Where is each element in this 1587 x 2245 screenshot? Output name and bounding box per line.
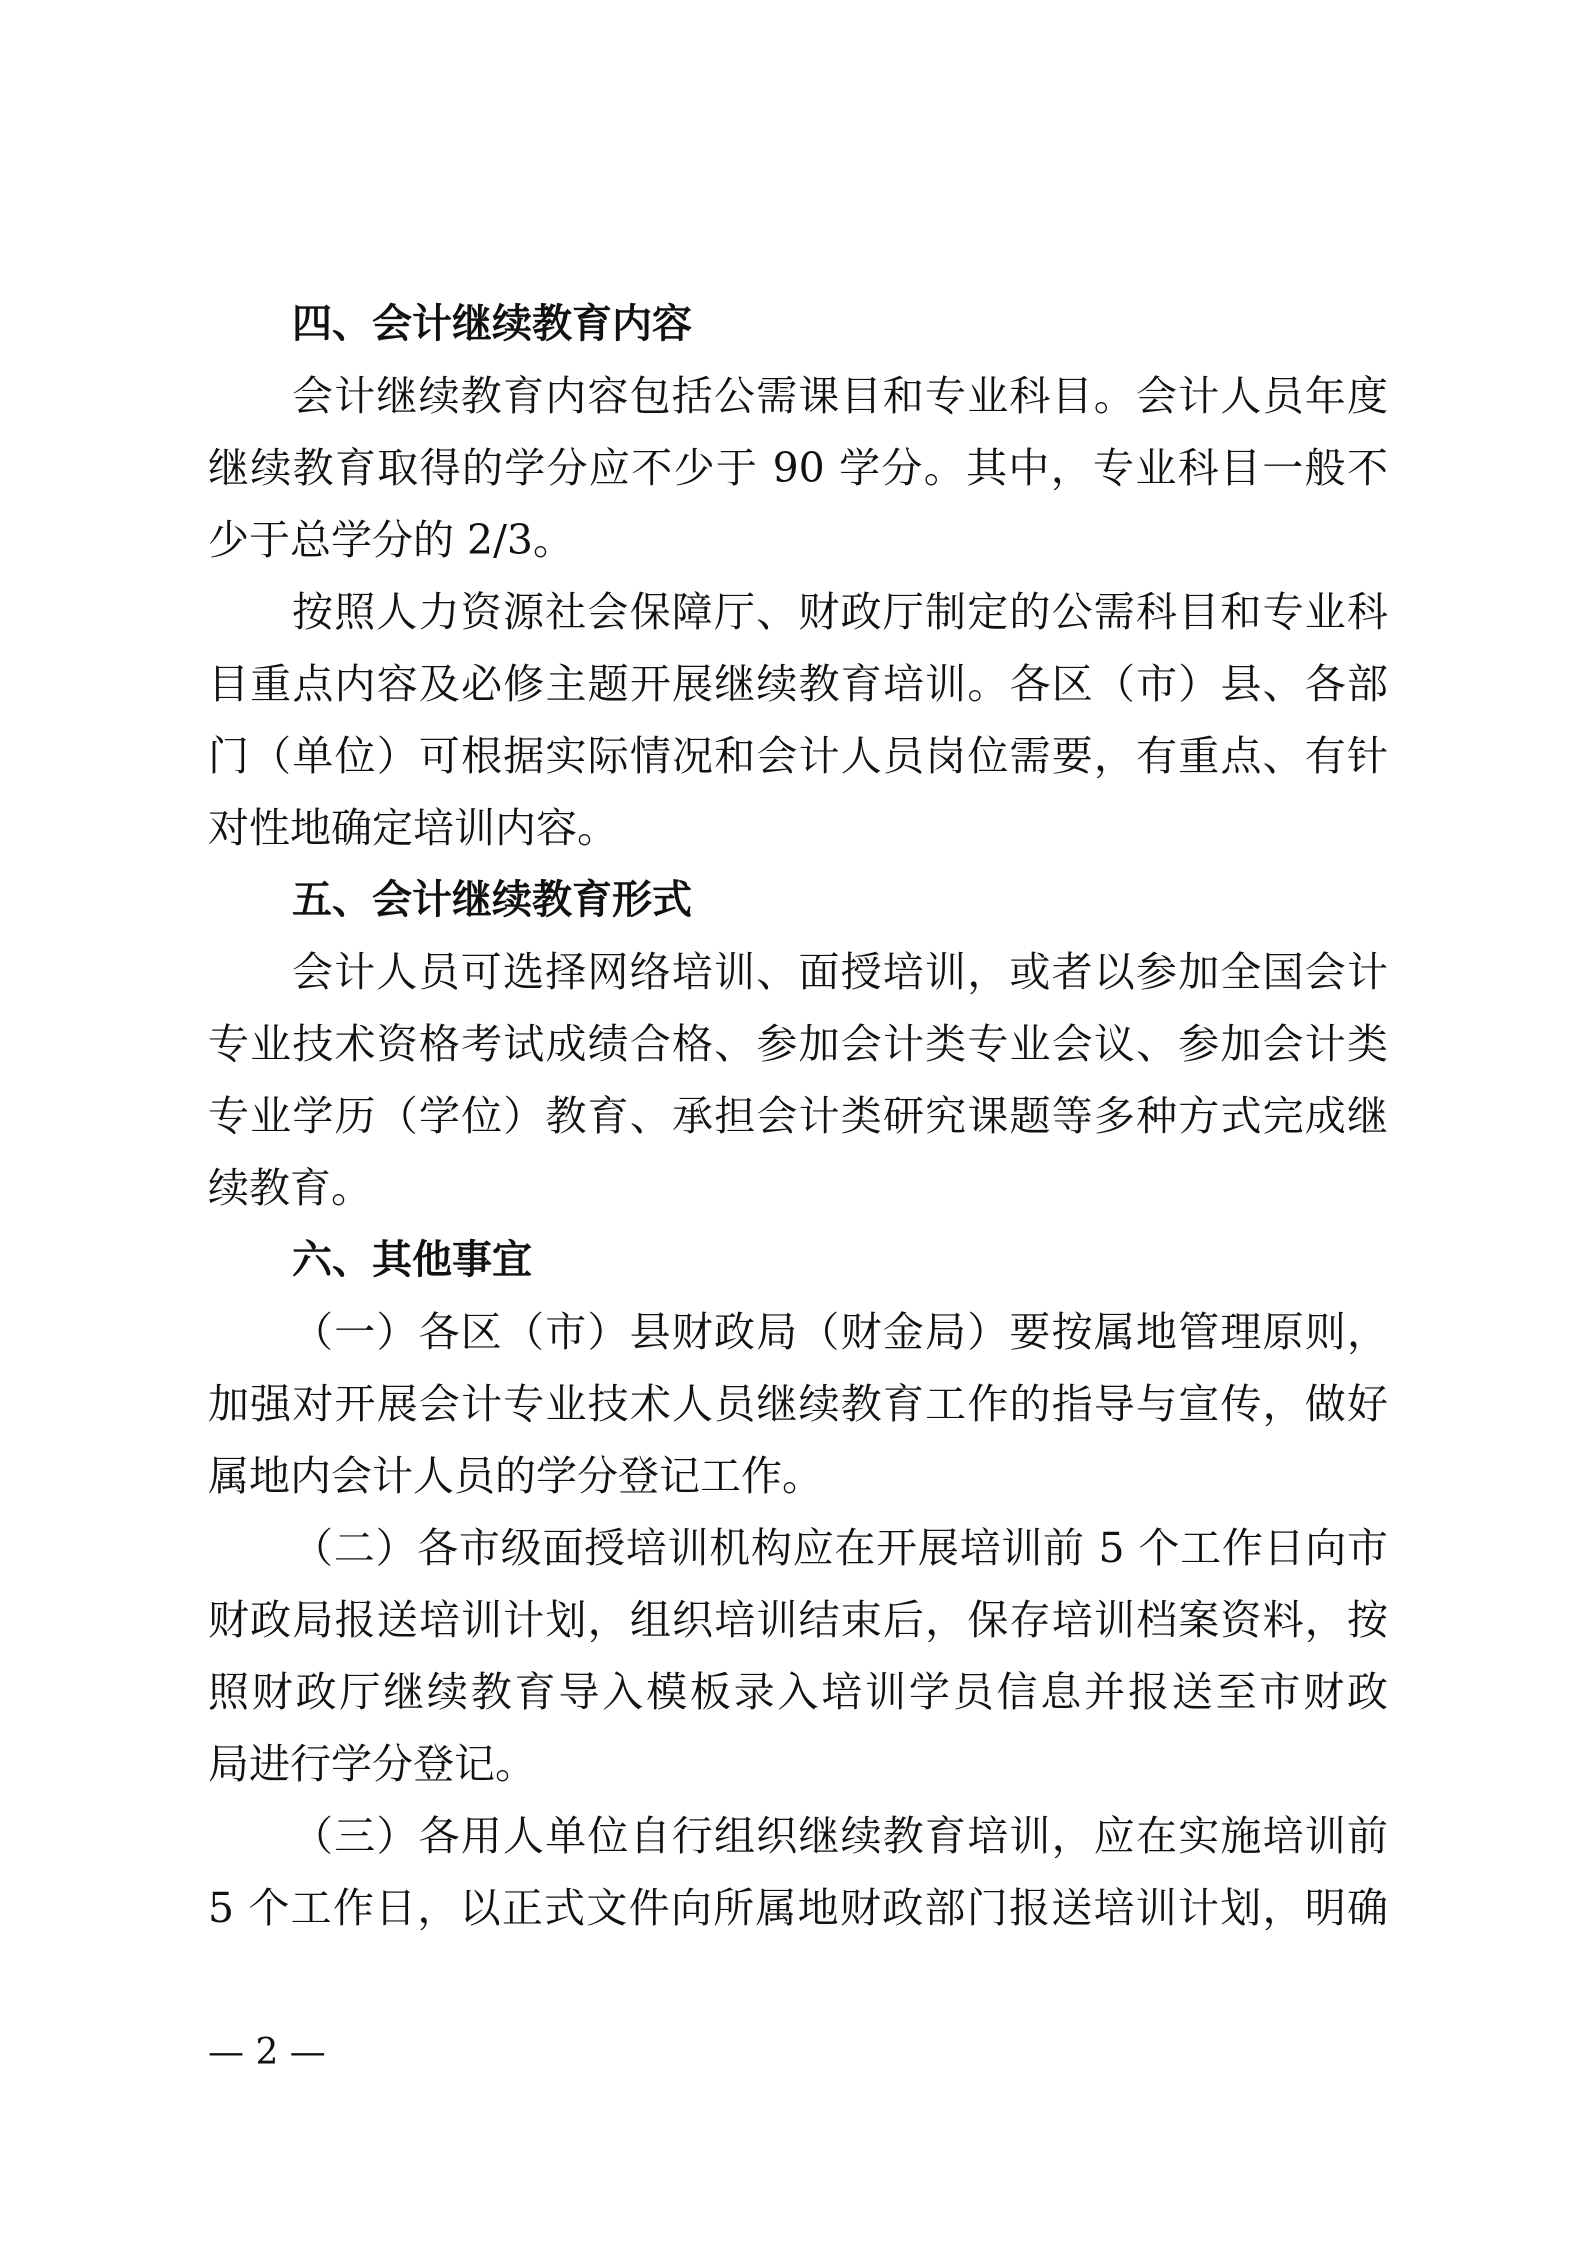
paragraph-4-1 xyxy=(208,360,1388,576)
text-line: 局进行学分登记。 xyxy=(208,1740,536,1788)
text-line: 目重点内容及必修主题开展继续教育培训。各区（市）县、各部 xyxy=(208,660,1388,708)
text-line: 门（单位）可根据实际情况和会计人员岗位需要，有重点、有针 xyxy=(208,732,1388,780)
text-line: 续教育。 xyxy=(208,1164,372,1212)
section-heading-4: 四、会计继续教育内容 xyxy=(292,301,692,347)
text-line: 会计继续教育内容包括公需课目和专业科目。会计人员年度 xyxy=(292,372,1388,420)
text-line: （三）各用人单位自行组织继续教育培训，应在实施培训前 xyxy=(292,1812,1388,1860)
page-number: — 2 — xyxy=(208,2032,326,2073)
text-line: 按照人力资源社会保障厅、财政厅制定的公需科目和专业科 xyxy=(292,588,1388,636)
paragraph-6-3 xyxy=(208,1800,1388,1944)
text-line: 5 个工作日，以正式文件向所属地财政部门报送培训计划，明确 xyxy=(208,1884,1388,1932)
text-line: 对性地确定培训内容。 xyxy=(208,804,618,852)
text-line: 会计人员可选择网络培训、面授培训，或者以参加全国会计 xyxy=(292,948,1388,996)
text-line: 少于总学分的 2/3。 xyxy=(208,516,575,564)
text-line: 财政局报送培训计划，组织培训结束后，保存培训档案资料，按 xyxy=(208,1596,1388,1644)
paragraph-4-2 xyxy=(208,576,1388,864)
section-heading-6: 六、其他事宜 xyxy=(292,1237,532,1283)
paragraph-6-2 xyxy=(208,1512,1388,1800)
text-line: （一）各区（市）县财政局（财金局）要按属地管理原则， xyxy=(292,1308,1388,1356)
document-body xyxy=(208,288,1388,1944)
paragraph-6-1 xyxy=(208,1296,1388,1512)
text-line: 专业技术资格考试成绩合格、参加会计类专业会议、参加会计类 xyxy=(208,1020,1388,1068)
text-line: 加强对开展会计专业技术人员继续教育工作的指导与宣传，做好 xyxy=(208,1380,1388,1428)
paragraph-5-1 xyxy=(208,936,1388,1224)
text-line: 照财政厅继续教育导入模板录入培训学员信息并报送至市财政 xyxy=(208,1668,1388,1716)
text-line: （二）各市级面授培训机构应在开展培训前 5 个工作日向市 xyxy=(292,1524,1388,1572)
text-line: 继续教育取得的学分应不少于 90 学分。其中，专业科目一般不 xyxy=(208,444,1388,492)
section-heading-5: 五、会计继续教育形式 xyxy=(292,877,692,923)
text-line: 专业学历（学位）教育、承担会计类研究课题等多种方式完成继 xyxy=(208,1092,1388,1140)
text-line: 属地内会计人员的学分登记工作。 xyxy=(208,1452,823,1500)
